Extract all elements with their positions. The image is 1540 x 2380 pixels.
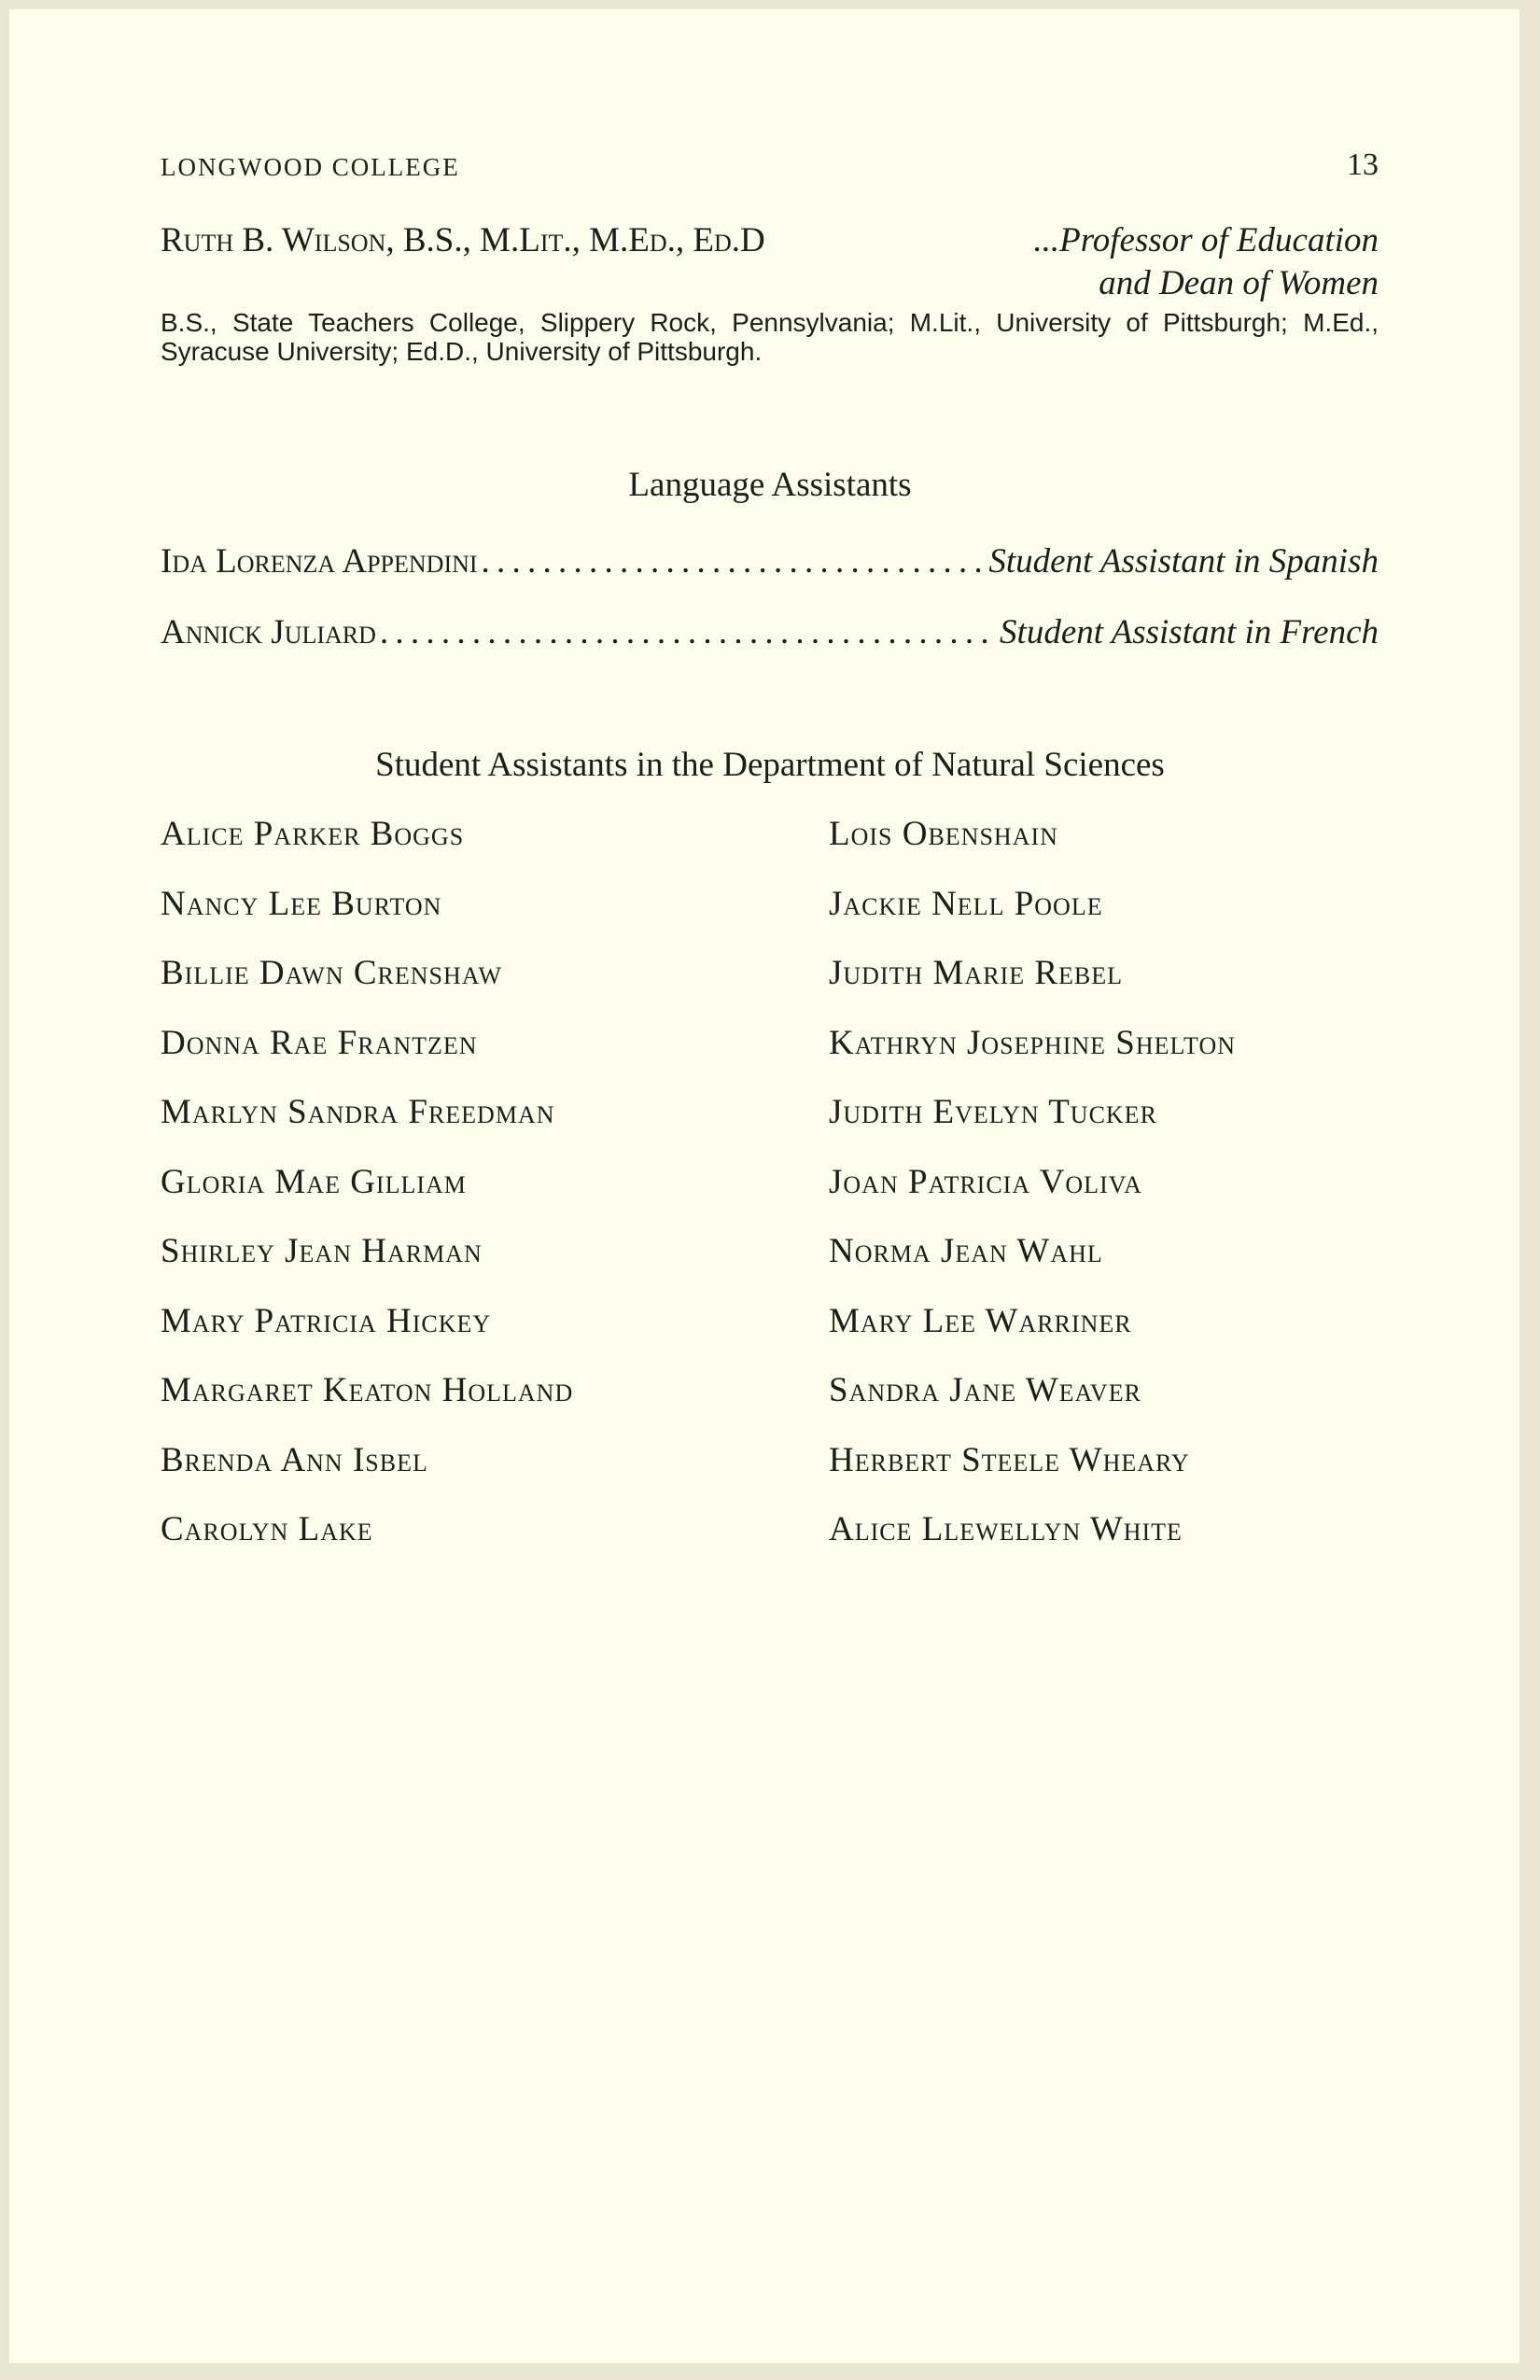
dot-leader [380,612,996,652]
faculty-degrees: B.S., State Teachers College, Slippery Rock, Pennsylvania; M.Lit., University of Pittsburgh; M.Ed., Syracuse University; Ed.D., University of Pittsburgh. [161,308,1379,366]
running-head: LONGWOOD COLLEGE [161,153,460,181]
list-item: Brenda Ann Isbel [161,1440,428,1479]
assistant-row [161,541,1379,586]
list-item: Kathryn Josephine Shelton [829,1023,1236,1062]
list-item: Margaret Keaton Holland [161,1371,574,1409]
faculty-title-continued: and Dean of Women [1099,264,1379,302]
names-right-column [829,814,1236,1579]
list-item: Carolyn Lake [161,1510,373,1548]
list-item: Joan Patricia Voliva [829,1162,1142,1201]
assistant-name: Annick Juliard [161,613,376,651]
natural-sciences-heading: Student Assistants in the Department of Natural Sciences [375,746,1165,784]
list-item: Donna Rae Frantzen [161,1023,478,1062]
faculty-line [161,220,1379,261]
list-item: Jackie Nell Poole [829,884,1103,923]
list-item: Nancy Lee Burton [161,884,442,923]
dot-leader [482,541,986,581]
list-item: Gloria Mae Gilliam [161,1162,467,1201]
assistant-role: Student Assistant in Spanish [988,542,1379,581]
list-item: Marlyn Sandra Freedman [161,1093,555,1131]
list-item: Judith Marie Rebel [829,954,1123,992]
list-item: Shirley Jean Harman [161,1232,483,1270]
language-assistants-heading: Language Assistants [628,466,912,504]
list-item: Judith Evelyn Tucker [829,1093,1157,1131]
list-item: Norma Jean Wahl [829,1232,1103,1270]
names-left-column [161,814,573,1579]
list-item: Mary Patricia Hickey [161,1301,492,1340]
assistant-row [161,612,1379,657]
list-item: Herbert Steele Wheary [829,1440,1190,1479]
assistant-role: Student Assistant in French [1000,613,1379,651]
list-item: Mary Lee Warriner [829,1301,1132,1340]
list-item: Alice Llewellyn White [829,1510,1183,1548]
list-item: Sandra Jane Weaver [829,1371,1141,1409]
list-item: Lois Obenshain [829,815,1058,853]
list-item: Alice Parker Boggs [161,815,465,853]
faculty-name: Ruth B. Wilson, B.S., M.Lit., M.Ed., Ed.D [161,221,765,259]
faculty-title: ...Professor of Education [1033,221,1379,259]
page-header [161,147,1379,194]
assistant-name: Ida Lorenza Appendini [161,542,478,581]
page-number: 13 [1347,147,1379,182]
faculty-entry [161,220,1379,366]
list-item: Billie Dawn Crenshaw [161,954,503,992]
